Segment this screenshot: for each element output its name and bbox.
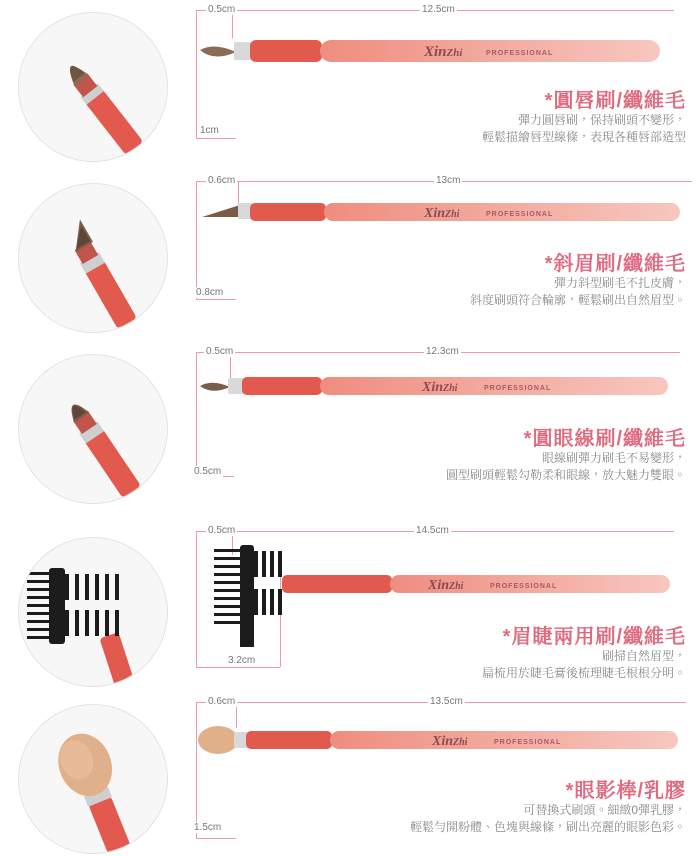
product-photo-eyeshadow-sponge-applicator bbox=[18, 704, 168, 854]
product-title: *眉睫兩用刷/纖維毛 bbox=[502, 626, 686, 648]
eyeshadow-applicator-closeup-illustration bbox=[19, 705, 167, 853]
measure-label-height: 1cm bbox=[200, 125, 219, 136]
product-title: *斜眉刷/纖維毛 bbox=[544, 253, 686, 275]
measure-hline-bottom bbox=[196, 299, 236, 300]
measure-label-height: 3.2cm bbox=[228, 655, 256, 666]
product-desc-line2: 扁梳用於睫毛膏後梳理睫毛根根分明。 bbox=[481, 666, 686, 680]
product-photo-lip-brush bbox=[18, 12, 168, 162]
professional-text: PROFESSIONAL bbox=[490, 583, 558, 590]
product-desc-line1: 眼線刷彈力刷毛不易變形， bbox=[541, 451, 686, 465]
round-eyeliner-brush-full-illustration bbox=[196, 364, 682, 424]
brand-text: XinZhi bbox=[424, 44, 463, 60]
product-photo-angled-brow-brush bbox=[18, 183, 168, 333]
product-title: *圓眼線刷/纖維毛 bbox=[523, 428, 686, 450]
measure-label-length: 12.5cm bbox=[422, 4, 455, 15]
measure-label-head: 0.6cm bbox=[208, 696, 236, 707]
measure-hline-bottom bbox=[196, 667, 280, 668]
measure-label-length: 13cm bbox=[436, 175, 461, 186]
angled-brow-brush-closeup-illustration bbox=[19, 184, 167, 332]
product-row-brow-lash-comb-brush bbox=[0, 513, 700, 696]
measure-label-head: 0.5cm bbox=[208, 4, 236, 15]
product-row-angled-brow-brush bbox=[0, 171, 700, 342]
measure-label-length: 14.5cm bbox=[416, 525, 449, 536]
eyeshadow-applicator-full-illustration bbox=[196, 716, 686, 778]
angled-brow-brush-full-illustration bbox=[196, 193, 692, 253]
measure-hline-bottom bbox=[196, 138, 236, 139]
measure-label-head: 0.5cm bbox=[208, 525, 236, 536]
product-title: *圓唇刷/纖維毛 bbox=[544, 90, 686, 112]
professional-text: PROFESSIONAL bbox=[494, 739, 562, 746]
measure-label-head: 0.6cm bbox=[208, 175, 236, 186]
product-desc-line2: 斜度刷頭符合輪廓，輕鬆刷出自然眉型。 bbox=[469, 293, 686, 307]
product-row-lip-brush bbox=[0, 0, 700, 171]
product-desc-line1: 刷掃自然眉型， bbox=[601, 649, 686, 663]
measure-label-height: 1.5cm bbox=[194, 822, 222, 833]
product-photo-brow-lash-comb-brush bbox=[18, 537, 168, 687]
brow-lash-comb-closeup-illustration bbox=[19, 538, 167, 686]
product-desc-line2: 輕鬆勻開粉體、色塊與線條，刷出亮麗的眼影色彩。 bbox=[409, 820, 686, 834]
product-desc-line2: 圓型刷頭輕鬆勾勒柔和眼線，放大魅力雙眼。 bbox=[445, 468, 686, 482]
professional-text: PROFESSIONAL bbox=[486, 50, 554, 57]
measure-label-length: 13.5cm bbox=[430, 696, 463, 707]
measure-label-height: 0.5cm bbox=[194, 466, 222, 477]
brand-text: XinZhi bbox=[424, 206, 460, 221]
product-photo-round-eyeliner-brush bbox=[18, 354, 168, 504]
brand-text: XinZhi bbox=[422, 380, 458, 395]
brand-text: XinZhi bbox=[432, 734, 468, 749]
lip-brush-full-illustration bbox=[196, 22, 676, 92]
lip-brush-closeup-illustration bbox=[19, 13, 167, 161]
product-row-round-eyeliner-brush bbox=[0, 342, 700, 513]
product-desc-line1: 可替換式刷頭。細緻0彈乳膠， bbox=[523, 803, 686, 817]
professional-text: PROFESSIONAL bbox=[484, 385, 552, 392]
product-title: *眼影棒/乳膠 bbox=[565, 780, 686, 802]
brand-text: XinZhi bbox=[428, 578, 464, 593]
measure-hline-bottom bbox=[196, 838, 236, 839]
measure-label-height: 0.8cm bbox=[196, 287, 224, 298]
measure-label-head: 0.5cm bbox=[206, 346, 234, 357]
professional-text: PROFESSIONAL bbox=[486, 211, 554, 218]
round-eyeliner-brush-closeup-illustration bbox=[19, 355, 167, 503]
measure-label-length: 12.3cm bbox=[426, 346, 459, 357]
product-row-eyeshadow-sponge-applicator bbox=[0, 696, 700, 856]
product-desc-line1: 彈力斜型刷毛不扎皮膚， bbox=[553, 276, 686, 290]
product-desc-line1: 彈力圓唇刷，保持刷頭不變形， bbox=[517, 113, 686, 127]
product-desc-line2: 輕鬆描繪唇型線條，表現各種唇部造型 bbox=[481, 130, 686, 144]
